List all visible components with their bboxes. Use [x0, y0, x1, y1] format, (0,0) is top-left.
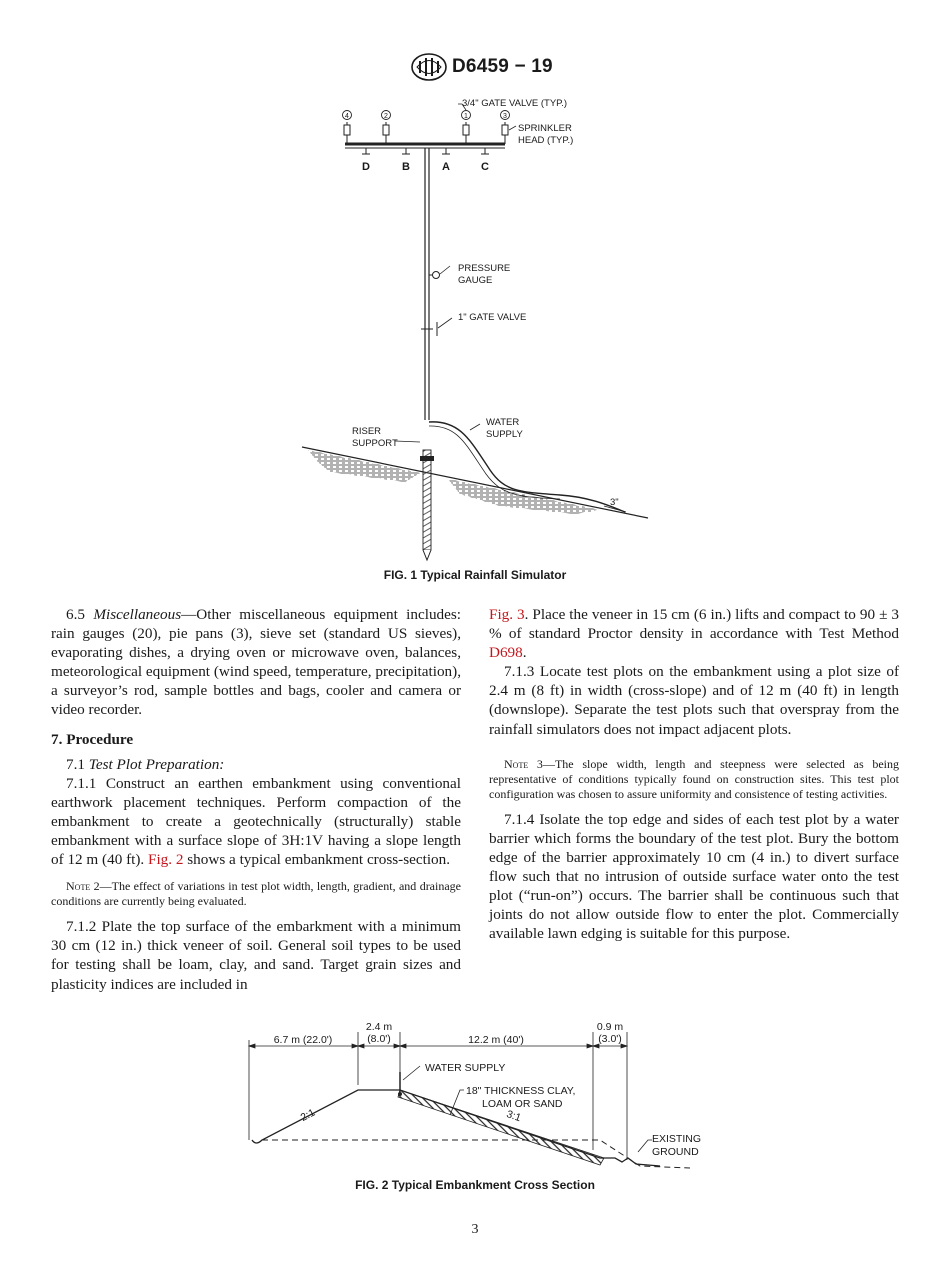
- head-number-3: 3: [503, 113, 507, 120]
- page-header: [0, 52, 950, 86]
- section-7-1-4: 7.1.4 Isolate the top edge and sides of each test plot by a water barrier which forms the boundary of the test plot. Bury the bottom edge of the barrier approximately 10 cm (4 in.) to divert surface flow such that no intrusion of outside surface water onto the test plot (“run-on”) occurs. The barrier shall be continuous such that joints do not allow outside flow to enter the plot. Commercially available lawn edging is suitable for this purpose.: [489, 810, 899, 943]
- dim-0-9m: 0.9 m: [596, 1021, 624, 1033]
- note-3: Note 3—The slope width, length and steepness were selected as being representative of conditions typically found on construction sites. This test plot configuration was chosen to assure uniformity and consistence of testing activities.: [489, 756, 899, 801]
- sprinkler-head-2: [383, 122, 389, 144]
- sprinkler-head-3: [502, 122, 508, 144]
- riser-support-label-1: RISER: [352, 426, 382, 437]
- valve-letter-c: C: [481, 161, 489, 173]
- riser-stake: [423, 450, 431, 550]
- sprinkler-label-2: HEAD (TYP.): [518, 135, 574, 146]
- section-7-1-2-continued: Fig. 3. Place the veneer in 15 cm (6 in.) lifts and compact to 90 ± 3 % of standard Proctor density in accordance with Test Method D698.: [489, 606, 899, 662]
- astm-logo: [410, 52, 448, 82]
- head-numbers: [343, 111, 510, 121]
- water-supply-label-2: SUPPLY: [486, 429, 523, 440]
- dim-8ft: (8.0'): [367, 1033, 391, 1045]
- gate-valve-1in-label: 1" GATE VALVE: [458, 312, 527, 323]
- head-number-4: 4: [345, 113, 349, 120]
- pressure-gauge-icon: [433, 272, 440, 279]
- sprinkler-head-4: [344, 122, 350, 144]
- water-supply-label: WATER SUPPLY: [425, 1062, 506, 1074]
- left-column: [51, 605, 461, 994]
- section-7-1-1: 7.1.1 Construct an earthen embankment using conventional earthwork placement techniques. Perform compaction of the embankment to create a geotechnically (structurally) stable embankment with a surface slope of 3H:1V having a slope length of 12 m (40 ft). Fig. 2 shows a typical embankment cross-section.: [51, 774, 461, 869]
- embankment-profile: [252, 1090, 660, 1166]
- existing-ground-line: [262, 1140, 690, 1168]
- water-supply-label-1: WATER: [486, 417, 520, 428]
- valve-letter-b: B: [402, 161, 410, 173]
- figure-1-rainfall-simulator: [290, 95, 670, 565]
- thickness-label-1: 18" THICKNESS CLAY,: [466, 1085, 576, 1097]
- dim-12-2m: 12.2 m (40'): [468, 1034, 524, 1046]
- right-column: [489, 605, 899, 943]
- figure-1-caption: FIG. 1 Typical Rainfall Simulator: [383, 568, 567, 582]
- section-7-1: 7.1 Test Plot Preparation:: [66, 755, 225, 773]
- existing-ground-label-2: GROUND: [652, 1146, 699, 1158]
- depth-label: 3": [610, 497, 619, 508]
- riser-support-label-2: SUPPORT: [352, 438, 398, 449]
- sprinkler-head-1: [463, 122, 469, 144]
- slope-2-1-label: 2:1: [298, 1106, 318, 1124]
- sprinkler-label-1: SPRINKLER: [518, 123, 572, 134]
- section-7-1-3: 7.1.3 Locate test plots on the embankment using a plot size of 2.4 m (8 ft) in width (cross-slope) and of 12 m (40 ft) in length (downslope). Separate the test plots such that overspray from the rainfall simulators does not impact adjacent plots.: [489, 663, 899, 738]
- section-6-5: 6.5 Miscellaneous—Other miscellaneous equipment includes: rain gauges (20), pie pans (3), sieve set (standard US sieves), evaporating dishes, a drying oven or microwave oven, balances, meteorological equipment (wind speed, temperature, precipitation), a surveyor’s rod, sample bottles and bags, cooler and camera or video recorder.: [51, 606, 462, 719]
- dim-6-7m: 6.7 m (22.0'): [273, 1034, 333, 1046]
- existing-ground-label-1: EXISTING: [652, 1133, 702, 1145]
- document-id: D6459 − 19: [452, 56, 553, 77]
- section-7-1-2: 7.1.2 Plate the top surface of the embarkment with a minimum 30 cm (12 in.) thick veneer of soil. General soil types to be used for testing shall be loam, clay, and sand. Target grain sizes and plasticity indices are included in: [51, 918, 461, 993]
- valve-letter-a: A: [442, 161, 450, 173]
- head-number-2: 2: [384, 113, 388, 120]
- figure-2-embankment: [240, 1012, 702, 1177]
- fig-3-link[interactable]: Fig. 3: [489, 606, 525, 623]
- d698-link[interactable]: D698: [489, 644, 523, 662]
- head-number-1: 1: [464, 113, 468, 120]
- page-number: 3: [471, 1222, 479, 1237]
- slope-3-1-label: 3:1: [504, 1108, 523, 1125]
- section-7-heading: 7. Procedure: [51, 730, 134, 748]
- pressure-label-2: GAUGE: [458, 275, 493, 286]
- note-2: Note 2—The effect of variations in test plot width, length, gradient, and drainage conditions are currently being evaluated.: [51, 879, 461, 909]
- valve-letter-d: D: [362, 161, 370, 173]
- fig-2-link[interactable]: Fig. 2: [148, 851, 184, 869]
- dim-2-4m: 2.4 m: [365, 1021, 393, 1033]
- sprinkler-heads: [344, 122, 508, 144]
- figure-2-caption: FIG. 2 Typical Embankment Cross Section: [355, 1178, 595, 1192]
- gate-valve-34-label: 3/4" GATE VALVE (TYP.): [462, 98, 568, 109]
- thickness-label-2: LOAM OR SAND: [482, 1098, 563, 1110]
- pressure-label-1: PRESSURE: [458, 263, 511, 274]
- dim-3ft: (3.0'): [598, 1033, 622, 1045]
- ground-hatch-left: [308, 450, 420, 482]
